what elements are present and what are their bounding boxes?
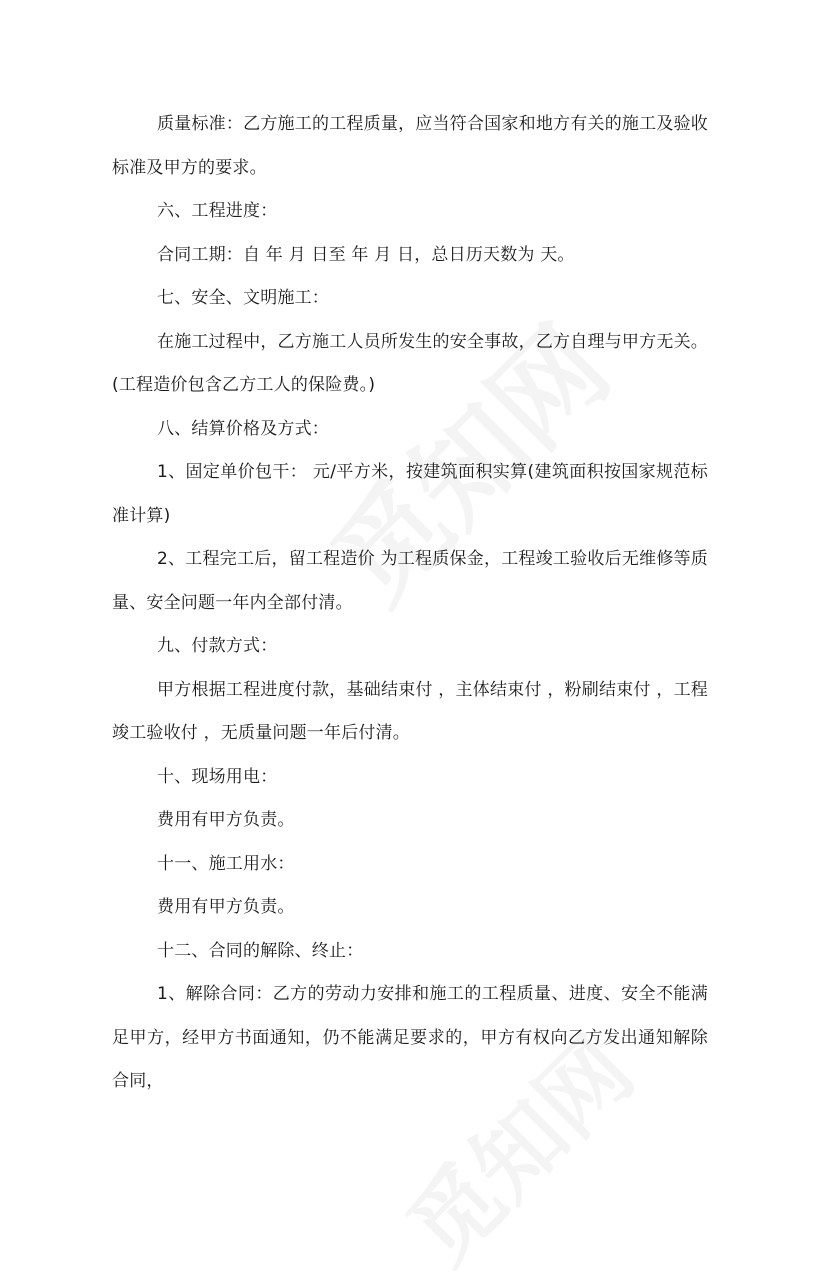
electricity-paragraph: 费用有甲方负责。 bbox=[157, 810, 295, 830]
safety-paragraph: 在施工过程中，乙方施工人员所发生的安全事故，乙方自理与甲方无关。(工程造价包含乙方工人的保险费。) bbox=[112, 331, 708, 395]
settlement-item-2: 2、工程完工后，留工程造价 为工程质保金，工程竣工验收后无维修等质量、安全问题一年内全部付清。 bbox=[112, 549, 708, 613]
payment-paragraph: 甲方根据工程进度付款，基础结束付 ，主体结束付 ，粉刷结束付 ，工程竣工验收付 ，无质量问题一年后付清。 bbox=[112, 679, 708, 743]
contract-period-paragraph: 合同工期：自 年 月 日至 年 月 日，总日历天数为 天。 bbox=[157, 244, 575, 265]
termination-item-1: 1、解除合同：乙方的劳动力安排和施工的工程质量、进度、安全不能满足甲方，经甲方书面通知，仍不能满足要求的，甲方有权向乙方发出通知解除合同， bbox=[112, 984, 708, 1091]
section-heading-electricity: 十、现场用电： bbox=[157, 766, 278, 787]
section-heading-termination: 十二、合同的解除、终止： bbox=[157, 940, 364, 961]
section-heading-safety: 七、安全、文明施工： bbox=[157, 288, 329, 308]
section-heading-progress: 六、工程进度： bbox=[157, 201, 278, 221]
settlement-item-1: 1、固定单价包干： 元/平方米，按建筑面积实算(建筑面积按国家规范标准计算) bbox=[112, 462, 708, 526]
section-heading-settlement: 八、结算价格及方式： bbox=[157, 418, 329, 439]
document-body bbox=[112, 103, 708, 1104]
water-paragraph: 费用有甲方负责。 bbox=[157, 897, 295, 917]
section-heading-water: 十一、施工用水： bbox=[157, 853, 295, 874]
quality-standard-paragraph: 质量标准：乙方施工的工程质量，应当符合国家和地方有关的施工及验收标准及甲方的要求。 bbox=[112, 114, 708, 178]
section-heading-payment: 九、付款方式： bbox=[157, 636, 278, 656]
